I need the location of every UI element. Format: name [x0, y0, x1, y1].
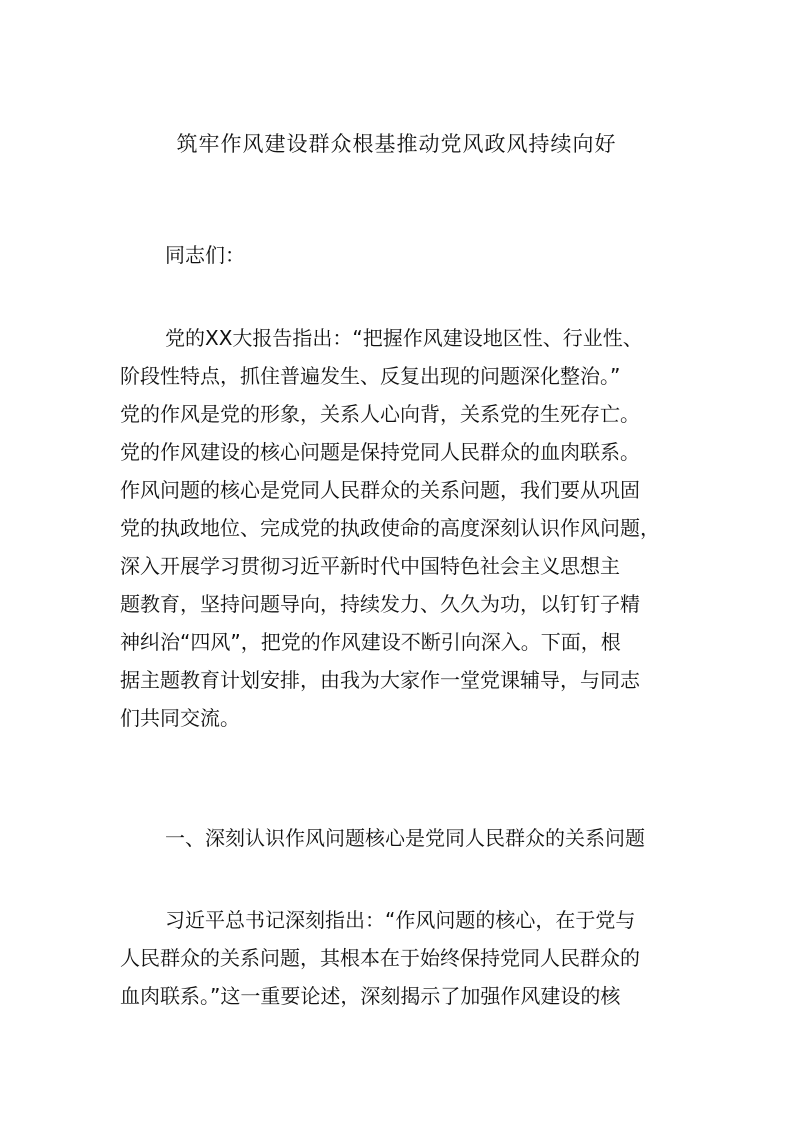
paragraph-line: 神纠治“四风”，把党的作风建设不断引向深入。下面，根 — [120, 630, 621, 654]
section-heading: 一、深刻认识作风问题核心是党同人民群众的关系问题 — [165, 826, 645, 850]
paragraph-line: 党的XX大报告指出：“把握作风建设地区性、行业性、 — [165, 326, 643, 350]
paragraph-line: 习近平总书记深刻指出：“作风问题的核心，在于党与 — [165, 908, 636, 932]
paragraph-line: 党的作风建设的核心问题是保持党同人民群众的血肉联系。 — [120, 440, 640, 464]
paragraph-line: 血肉联系。”这一重要论述，深刻揭示了加强作风建设的核 — [120, 984, 621, 1008]
paragraph-line: 题教育，坚持问题导向，持续发力、久久为功，以钉钉子精 — [120, 592, 640, 616]
paragraph-line: 党的作风是党的形象，关系人心向背，关系党的生死存亡。 — [120, 402, 640, 426]
paragraph-line: 据主题教育计划安排，由我为大家作一堂党课辅导，与同志 — [120, 668, 640, 692]
paragraph-line: 作风问题的核心是党同人民群众的关系问题，我们要从巩固 — [120, 478, 640, 502]
document-title: 筑牢作风建设群众根基推动党风政风持续向好 — [176, 132, 617, 156]
paragraph-line: 党的执政地位、完成党的执政使命的高度深刻认识作风问题， — [120, 516, 660, 540]
paragraph-line: 深入开展学习贯彻习近平新时代中国特色社会主义思想主 — [120, 554, 620, 578]
paragraph-line: 们共同交流。 — [120, 706, 240, 730]
salutation: 同志们： — [165, 243, 245, 267]
paragraph-line: 阶段性特点，抓住普遍发生、反复出现的问题深化整治。” — [120, 364, 621, 388]
paragraph-line: 人民群众的关系问题，其根本在于始终保持党同人民群众的 — [120, 946, 640, 970]
